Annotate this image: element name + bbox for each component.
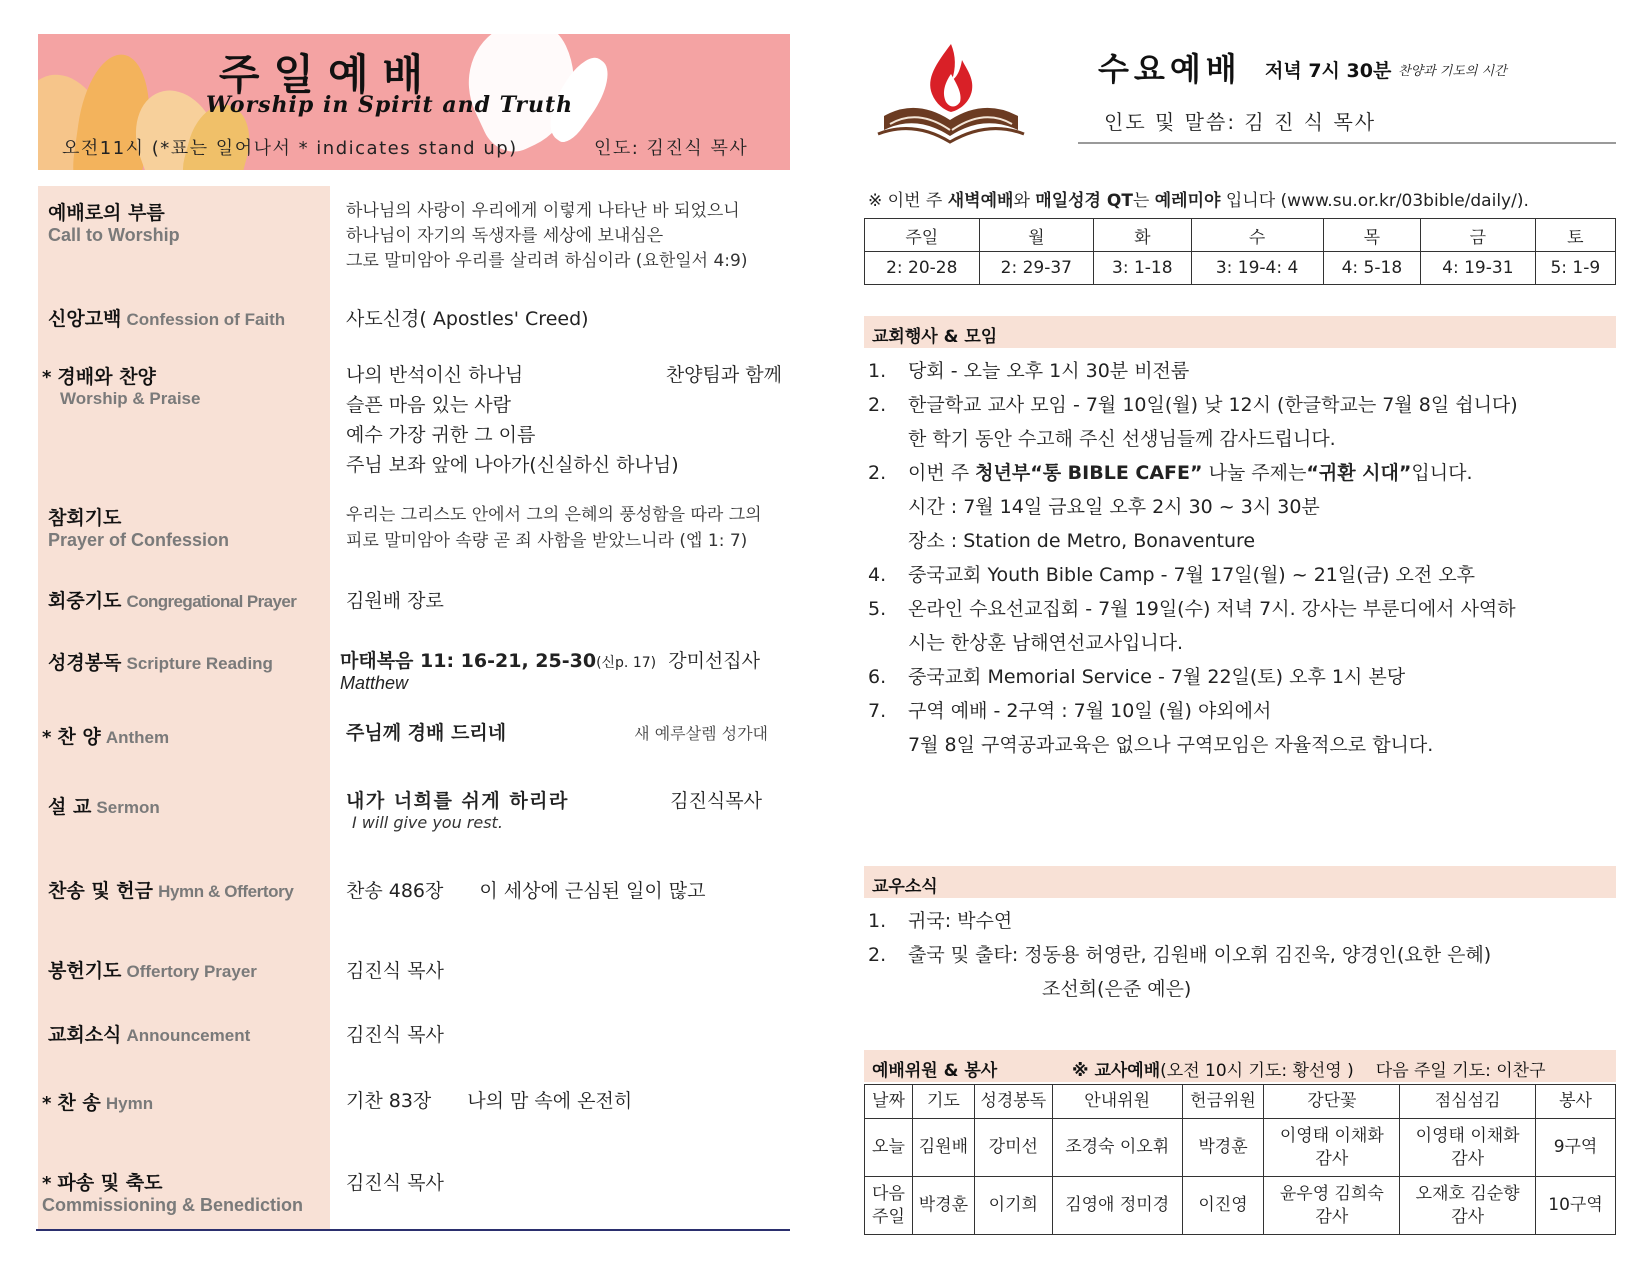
- divider: [1078, 142, 1616, 144]
- label-en: Prayer of Confession: [48, 530, 230, 550]
- label-en: Anthem: [105, 728, 170, 747]
- sunday-time-note: 오전11시 (*표는 일어나서 * indicates stand up): [62, 138, 518, 159]
- item-continuation: 시는 한상훈 남해연선교사입니다.: [908, 632, 1184, 654]
- qt-day: 화: [1094, 219, 1191, 252]
- qt-reading-table: [864, 218, 1616, 285]
- stand-marker: *: [42, 1093, 52, 1114]
- order-label-sermon: [48, 792, 328, 819]
- label-en: Sermon: [96, 798, 160, 817]
- label-ko: 예배로의 부름: [48, 202, 165, 224]
- item-text: 한글학교 교사 모임 - 7월 10일(월) 낮 12시 (한글학교는 7월 8일 쉽니다): [908, 394, 1518, 416]
- sunday-title: 주일예배: [218, 50, 438, 99]
- confession-of-faith-text: 사도신경( Apostles' Creed): [346, 308, 589, 330]
- item-continuation: 7월 8일 구역공과교육은 없으나 구역모임은 자율적으로 합니다.: [908, 734, 1434, 756]
- table-cell: 조경숙 이오휘: [1052, 1119, 1182, 1177]
- item-continuation: 조선희(은준 예은): [1042, 978, 1192, 1000]
- qt-reading: 3: 1-18: [1094, 252, 1191, 285]
- stand-marker: *: [42, 1173, 52, 1194]
- table-cell: 오재호 김순향 감사: [1400, 1177, 1536, 1235]
- label-en: Announcement: [126, 1026, 251, 1045]
- item-number: 2.: [868, 944, 887, 966]
- column-header: 점심섬김: [1400, 1085, 1536, 1119]
- order-label-scripture-reading: [48, 648, 328, 675]
- table-cell: 박경훈: [912, 1177, 974, 1235]
- item-number: 7.: [868, 700, 887, 722]
- qt-day-row: [865, 219, 1616, 252]
- wednesday-time: 저녁 7시 30분: [1265, 60, 1392, 82]
- item-number: 2.: [868, 394, 887, 416]
- item-number: 6.: [868, 666, 887, 688]
- qt-day: 토: [1535, 219, 1615, 252]
- list-item: [868, 904, 1618, 938]
- events-heading: 교회행사 & 모임: [864, 316, 1616, 348]
- item-text: 이번 주: [908, 462, 976, 484]
- label-ko: 봉헌기도: [48, 960, 122, 982]
- label-ko: 찬 송: [57, 1092, 101, 1114]
- stand-marker: *: [42, 367, 52, 388]
- hymn-title: 이 세상에 근심된 일이 많고: [479, 880, 706, 902]
- order-label-benediction: [42, 1168, 322, 1216]
- item-text: 귀국: 박수연: [908, 910, 1013, 932]
- label-en: Call to Worship: [48, 225, 180, 245]
- order-label-hymn: [42, 1088, 322, 1115]
- order-label-congregational-prayer: [48, 586, 328, 613]
- qt-note-text: 입니다 (www.su.or.kr/03bible/daily/).: [1220, 191, 1529, 211]
- song-title: 나의 반석이신 하나님: [346, 364, 524, 386]
- scripture-passage: 마태복음 11: 16-21, 25-30: [340, 650, 597, 672]
- song-title: 주님 보좌 앞에 나아가(신실하신 하나님): [346, 454, 679, 476]
- order-label-column: [38, 186, 330, 1230]
- table-cell: 강미선: [974, 1119, 1052, 1177]
- label-ko: 찬송 및 헌금: [48, 880, 153, 902]
- order-label-anthem: [42, 722, 322, 749]
- qt-note-text: 와: [1013, 191, 1036, 211]
- list-item: [868, 938, 1618, 972]
- order-label-worship-praise: [42, 362, 322, 409]
- column-header: 기도: [912, 1085, 974, 1119]
- label-ko: 성경봉독: [48, 652, 122, 674]
- teacher-worship-label: ※ 교사예배: [1072, 1061, 1161, 1081]
- qt-reading: 4: 5-18: [1323, 252, 1420, 285]
- qt-reading: 3: 19-4: 4: [1191, 252, 1323, 285]
- teacher-worship-detail: (오전 10시 기도: 황선영 ): [1160, 1061, 1354, 1081]
- qt-day: 금: [1421, 219, 1536, 252]
- order-label-prayer-of-confession: [48, 503, 328, 551]
- scripture-reader: 강미선집사: [668, 650, 760, 672]
- closing-hymn: [346, 1086, 782, 1113]
- choir-name: 새 예루살렘 성가대: [634, 724, 768, 743]
- list-item: [868, 456, 1618, 490]
- wednesday-note: 찬양과 기도의 시간: [1398, 64, 1507, 79]
- table-row: [865, 1177, 1616, 1235]
- item-continuation: 시간 : 7월 14일 금요일 오후 2시 30 ~ 3시 30분: [908, 496, 1320, 518]
- item-text-bold: 청년부“통 BIBLE CAFE”: [975, 462, 1203, 484]
- item-text: 당회 - 오늘 오후 1시 30분 비전룸: [908, 360, 1190, 382]
- hymn-number: 기찬 83장: [346, 1090, 432, 1112]
- item-text: 중국교회 Youth Bible Camp - 7월 17일(월) ~ 21일(금) 오전 오후: [908, 564, 1475, 586]
- list-item: [868, 388, 1618, 422]
- list-item: [868, 558, 1618, 592]
- events-list: [868, 354, 1618, 762]
- column-header: 봉사: [1536, 1085, 1616, 1119]
- list-item: [868, 354, 1618, 388]
- table-cell: 다음 주일: [865, 1177, 913, 1235]
- table-cell: 김원배: [912, 1119, 974, 1177]
- label-en: Congregational Prayer: [126, 592, 297, 611]
- table-header-row: [865, 1085, 1616, 1119]
- table-cell: 이기희: [974, 1177, 1052, 1235]
- label-en: Confession of Faith: [126, 310, 286, 329]
- column-header: 성경봉독: [974, 1085, 1052, 1119]
- next-week-prayer: 다음 주일 기도: 이찬구: [1375, 1061, 1546, 1081]
- label-ko: 경배와 찬양: [57, 366, 156, 388]
- label-en: Offertory Prayer: [126, 962, 257, 981]
- table-cell: 이영태 이채화 감사: [1264, 1119, 1400, 1177]
- duty-title: 예배위원 & 봉사: [872, 1061, 998, 1081]
- item-text-bold: “귀환 시대”: [1306, 462, 1412, 484]
- table-cell: 박경훈: [1182, 1119, 1264, 1177]
- preacher: 김진식목사: [670, 790, 762, 812]
- item-text: 온라인 수요선교집회 - 7월 19일(수) 저녁 7시. 강사는 부룬디에서 사역하: [908, 598, 1516, 620]
- table-cell: 이영태 이채화 감사: [1400, 1119, 1536, 1177]
- qt-note-bold: 매일성경 QT: [1035, 191, 1133, 211]
- sunday-subtitle: Worship in Spirit and Truth: [206, 92, 574, 118]
- label-ko: 설 교: [48, 796, 92, 818]
- duty-table: [864, 1084, 1616, 1235]
- anthem-title: 주님께 경배 드리네: [346, 722, 507, 744]
- column-header: 날짜: [865, 1085, 913, 1119]
- order-label-hymn-offertory: [48, 876, 328, 903]
- list-item: [868, 660, 1618, 694]
- divider: [36, 1229, 790, 1231]
- song-title: 예수 가장 귀한 그 이름: [346, 424, 536, 446]
- sunday-leader: 인도: 김진식 목사: [594, 138, 749, 159]
- benediction-leader: 김진식 목사: [346, 1172, 444, 1194]
- label-ko: 찬 양: [57, 726, 101, 748]
- qt-day: 수: [1191, 219, 1323, 252]
- news-list: [868, 904, 1618, 1006]
- qt-reading: 2: 29-37: [979, 252, 1094, 285]
- anthem: [346, 718, 782, 745]
- prayer-of-confession-text: [346, 502, 782, 554]
- worship-praise-songs: [346, 360, 782, 480]
- label-en: Worship & Praise: [60, 389, 201, 408]
- table-cell: 김영애 정미경: [1052, 1177, 1182, 1235]
- item-number: 1.: [868, 360, 887, 382]
- label-ko: 신앙고백: [48, 308, 122, 330]
- table-row: [865, 1119, 1616, 1177]
- qt-note: [868, 186, 1529, 211]
- qt-day: 주일: [865, 219, 980, 252]
- column-header: 강단꽃: [1264, 1085, 1400, 1119]
- verse-line: 그로 말미암아 우리를 살리려 하심이라 (요한일서 4:9): [346, 251, 748, 271]
- call-to-worship-text: [346, 199, 782, 274]
- scripture-ref: (신p. 17): [596, 655, 657, 671]
- sermon: [346, 786, 782, 832]
- table-cell: 이진영: [1182, 1177, 1264, 1235]
- column-header: 안내위원: [1052, 1085, 1182, 1119]
- qt-note-bold: 새벽예배: [947, 191, 1014, 211]
- item-number: 4.: [868, 564, 887, 586]
- qt-day: 목: [1323, 219, 1420, 252]
- item-continuation: 장소 : Station de Metro, Bonaventure: [908, 530, 1256, 552]
- qt-reading: 2: 20-28: [865, 252, 980, 285]
- list-item: [868, 694, 1618, 728]
- label-en: Scripture Reading: [126, 654, 273, 673]
- table-cell: 10구역: [1536, 1177, 1616, 1235]
- qt-day: 월: [979, 219, 1094, 252]
- item-number: 2.: [868, 462, 887, 484]
- verse-line: 하나님이 자기의 독생자를 세상에 보내심은: [346, 226, 664, 246]
- label-en: Hymn: [105, 1094, 154, 1113]
- wednesday-leader: 인도 및 말씀: 김 진 식 목사: [1104, 110, 1377, 134]
- list-item: [868, 592, 1618, 626]
- order-label-call-to-worship: [48, 198, 328, 246]
- item-text: 중국교회 Memorial Service - 7월 22일(토) 오후 1시 본당: [908, 666, 1406, 688]
- table-cell: 오늘: [865, 1119, 913, 1177]
- wednesday-title: 수요예배: [1098, 50, 1242, 88]
- congregational-prayer-leader: 김원배 장로: [346, 590, 444, 612]
- order-label-confession-of-faith: [48, 304, 328, 331]
- label-en: Hymn & Offertory: [158, 882, 294, 901]
- song-title: 슬픈 마음 있는 사람: [346, 394, 511, 416]
- sermon-title: 내가 너희를 쉬게 하리라: [346, 790, 569, 812]
- item-text: 입니다.: [1411, 462, 1473, 484]
- label-ko: 파송 및 축도: [57, 1172, 163, 1194]
- qt-note-text: ※ 이번 주: [868, 191, 948, 211]
- hymn-title: 나의 맘 속에 온전히: [467, 1090, 633, 1112]
- qt-reading-row: [865, 252, 1616, 285]
- duty-heading: [864, 1050, 1616, 1082]
- label-en: Commissioning & Benediction: [42, 1195, 304, 1215]
- praise-team-note: 찬양팀과 함께: [665, 364, 782, 386]
- item-text: 출국 및 출타: 정동용 허영란, 김원배 이오휘 김진욱, 양경인(요한 은혜): [908, 944, 1492, 966]
- label-ko: 참회기도: [48, 507, 122, 529]
- item-continuation: 한 학기 동안 수고해 주신 선생님들께 감사드립니다.: [908, 428, 1336, 450]
- qt-reading: 5: 1-9: [1535, 252, 1615, 285]
- order-label-offertory-prayer: [48, 956, 328, 983]
- column-header: 헌금위원: [1182, 1085, 1264, 1119]
- hymn-offertory: [346, 876, 782, 903]
- order-label-announcement: [48, 1020, 328, 1047]
- hymn-number: 찬송 486장: [346, 880, 444, 902]
- item-text: 구역 예배 - 2구역 : 7월 10일 (월) 야외에서: [908, 700, 1272, 722]
- verse-line: 우리는 그리스도 안에서 그의 은혜의 풍성함을 따라 그의: [346, 505, 762, 525]
- stand-marker: *: [42, 727, 52, 748]
- label-ko: 교회소식: [48, 1024, 122, 1046]
- sermon-title-en: I will give you rest.: [352, 813, 503, 832]
- item-number: 1.: [868, 910, 887, 932]
- qt-note-text: 는: [1132, 191, 1155, 211]
- verse-line: 피로 말미암아 속량 곧 죄 사함을 받았느니라 (엡 1: 7): [346, 531, 748, 551]
- table-cell: 윤우영 김희숙 감사: [1264, 1177, 1400, 1235]
- item-text: 나눌 주제는: [1202, 462, 1307, 484]
- item-number: 5.: [868, 598, 887, 620]
- news-heading: 교우소식: [864, 866, 1616, 898]
- scripture-reading: [340, 646, 776, 694]
- offertory-prayer-leader: 김진식 목사: [346, 960, 444, 982]
- qt-note-bold: 예레미야: [1154, 191, 1221, 211]
- sunday-banner: [38, 34, 790, 170]
- label-ko: 회중기도: [48, 590, 122, 612]
- scripture-book-en: Matthew: [340, 673, 409, 693]
- table-cell: 9구역: [1536, 1119, 1616, 1177]
- church-logo-icon: [876, 38, 1026, 146]
- qt-reading: 4: 19-31: [1421, 252, 1536, 285]
- announcement-leader: 김진식 목사: [346, 1024, 444, 1046]
- verse-line: 하나님의 사랑이 우리에게 이렇게 나타난 바 되었으니: [346, 201, 740, 221]
